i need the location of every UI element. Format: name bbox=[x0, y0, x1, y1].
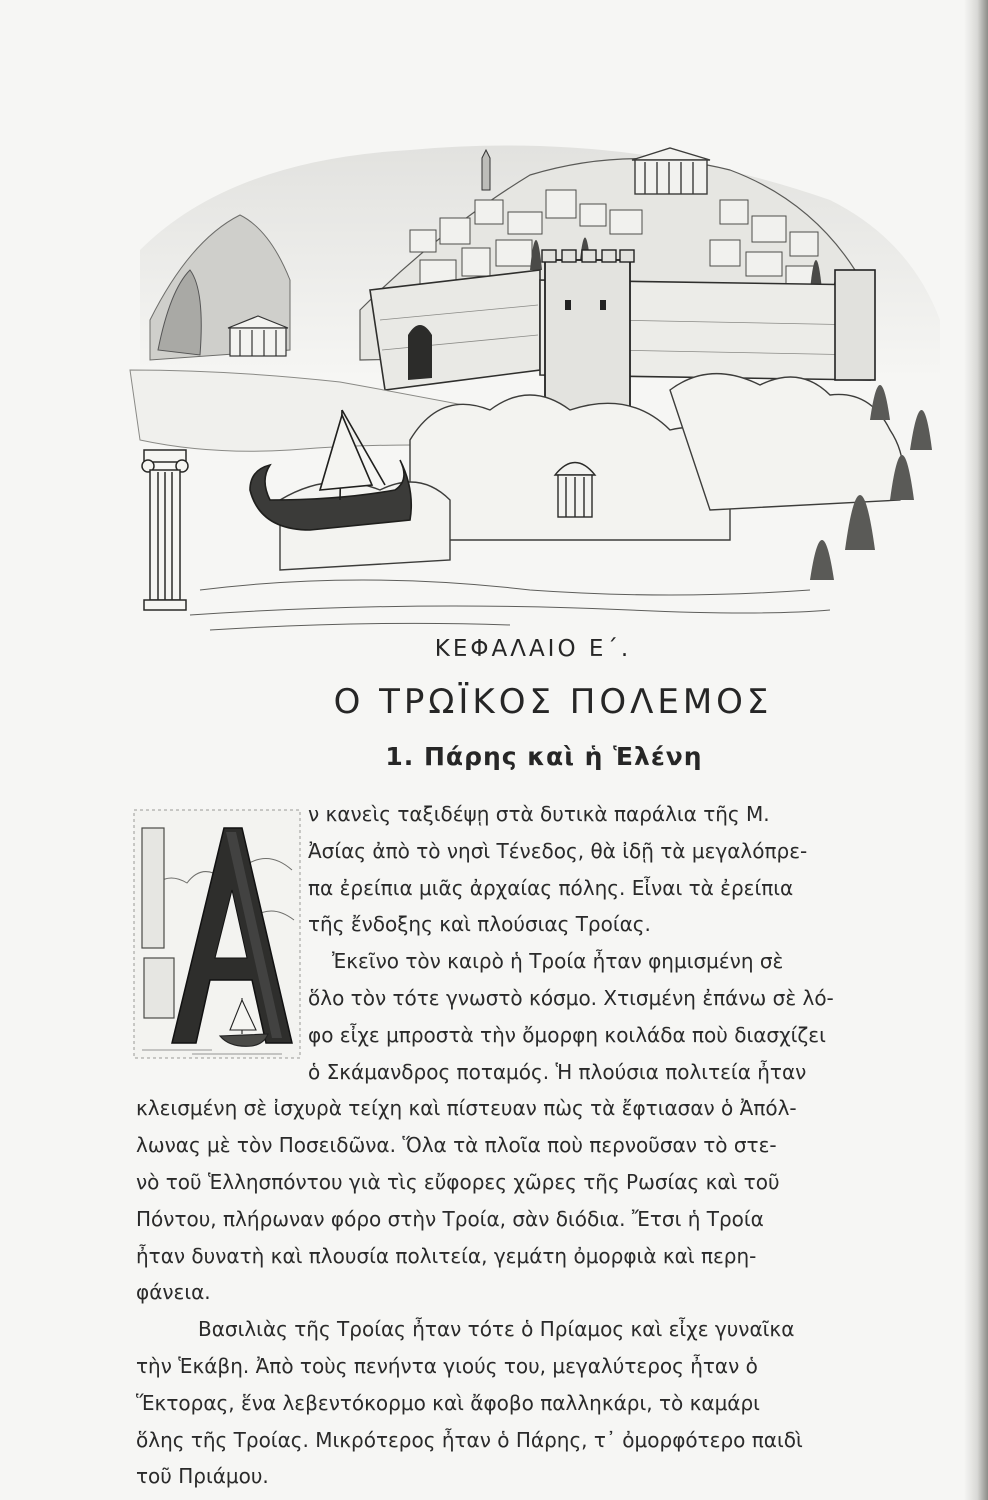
body-line: πα ἐρείπια μιᾶς ἀρχαίας πόλης. Εἶναι τὰ ἐρείπια bbox=[308, 875, 794, 900]
body-line: ὅλο τὸν τότε γνωστὸ κόσμο. Χτισμένη ἐπάνω σὲ λό- bbox=[308, 985, 834, 1010]
body-line: τοῦ Πριάμου. bbox=[136, 1464, 269, 1489]
body-line: φο εἶχε μπροστὰ τὴν ὄμορφη κοιλάδα ποὺ διασχίζει bbox=[308, 1022, 826, 1047]
body-line: κλεισμένη σὲ ἰσχυρὰ τείχη καὶ πίστευαν πὼς τὰ ἔφτιασαν ὁ Ἀπόλ- bbox=[136, 1096, 797, 1121]
body-line: Βασιλιὰς τῆς Τροίας ἦταν τότε ὁ Πρίαμος καὶ εἶχε γυναῖκα bbox=[198, 1317, 795, 1342]
body-line: Ἐκεῖνο τὸν καιρὸ ἡ Τροία ἦταν φημισμένη σὲ bbox=[332, 949, 784, 974]
body-line: λωνας μὲ τὸν Ποσειδῶνα. Ὅλα τὰ πλοῖα ποὺ περνοῦσαν τὸ στε- bbox=[136, 1133, 777, 1158]
body-line: ν κανεὶς ταξιδέψῃ στὰ δυτικὰ παράλια τῆς Μ. bbox=[308, 802, 770, 826]
troy-city-illustration bbox=[110, 120, 940, 640]
body-line: νὸ τοῦ Ἑλλησπόντου γιὰ τὶς εὔφορες χῶρες τῆς Ρωσίας καὶ τοῦ bbox=[136, 1169, 780, 1194]
body-line: ἦταν δυνατὴ καὶ πλουσία πολιτεία, γεμάτη ὀμορφιὰ καὶ περη- bbox=[136, 1243, 757, 1268]
body-line: Ἕκτορας, ἕνα λεβεντόκορμο καὶ ἄφοβο παλληκάρι, τὸ καμάρι bbox=[136, 1390, 760, 1415]
section-title: 1. Πάρης καὶ ἡ Ἑλένη bbox=[385, 742, 703, 771]
chapter-label: ΚΕΦΑΛΑΙΟ Ε΄. bbox=[434, 636, 632, 662]
body-line: Ἀσίας ἀπὸ τὸ νησὶ Τένεδος, θὰ ἰδῇ τὰ μεγαλόπρε- bbox=[308, 838, 808, 863]
body-line: τῆς ἔνδοξης καὶ πλούσιας Τροίας. bbox=[308, 912, 651, 937]
body-line: φάνεια. bbox=[136, 1280, 211, 1305]
body-line: ὁ Σκάμανδρος ποταμός. Ἡ πλούσια πολιτεία ἦταν bbox=[308, 1059, 807, 1084]
body-line: τὴν Ἑκάβη. Ἀπὸ τοὺς πενήντα γιούς του, μεγαλύτερος ἦταν ὁ bbox=[136, 1353, 758, 1378]
body-text bbox=[136, 796, 951, 1495]
chapter-title: Ο ΤΡΩΪΚΟΣ ΠΟΛΕΜΟΣ bbox=[333, 682, 773, 722]
body-line: ὅλης τῆς Τροίας. Μικρότερος ἦταν ὁ Πάρης, τ᾽ ὀμορφότερο παιδὶ bbox=[136, 1427, 803, 1452]
body-line: Πόντου, πλήρωναν φόρο στὴν Τροία, σὰν διόδια. Ἔτσι ἡ Τροία bbox=[136, 1206, 764, 1231]
